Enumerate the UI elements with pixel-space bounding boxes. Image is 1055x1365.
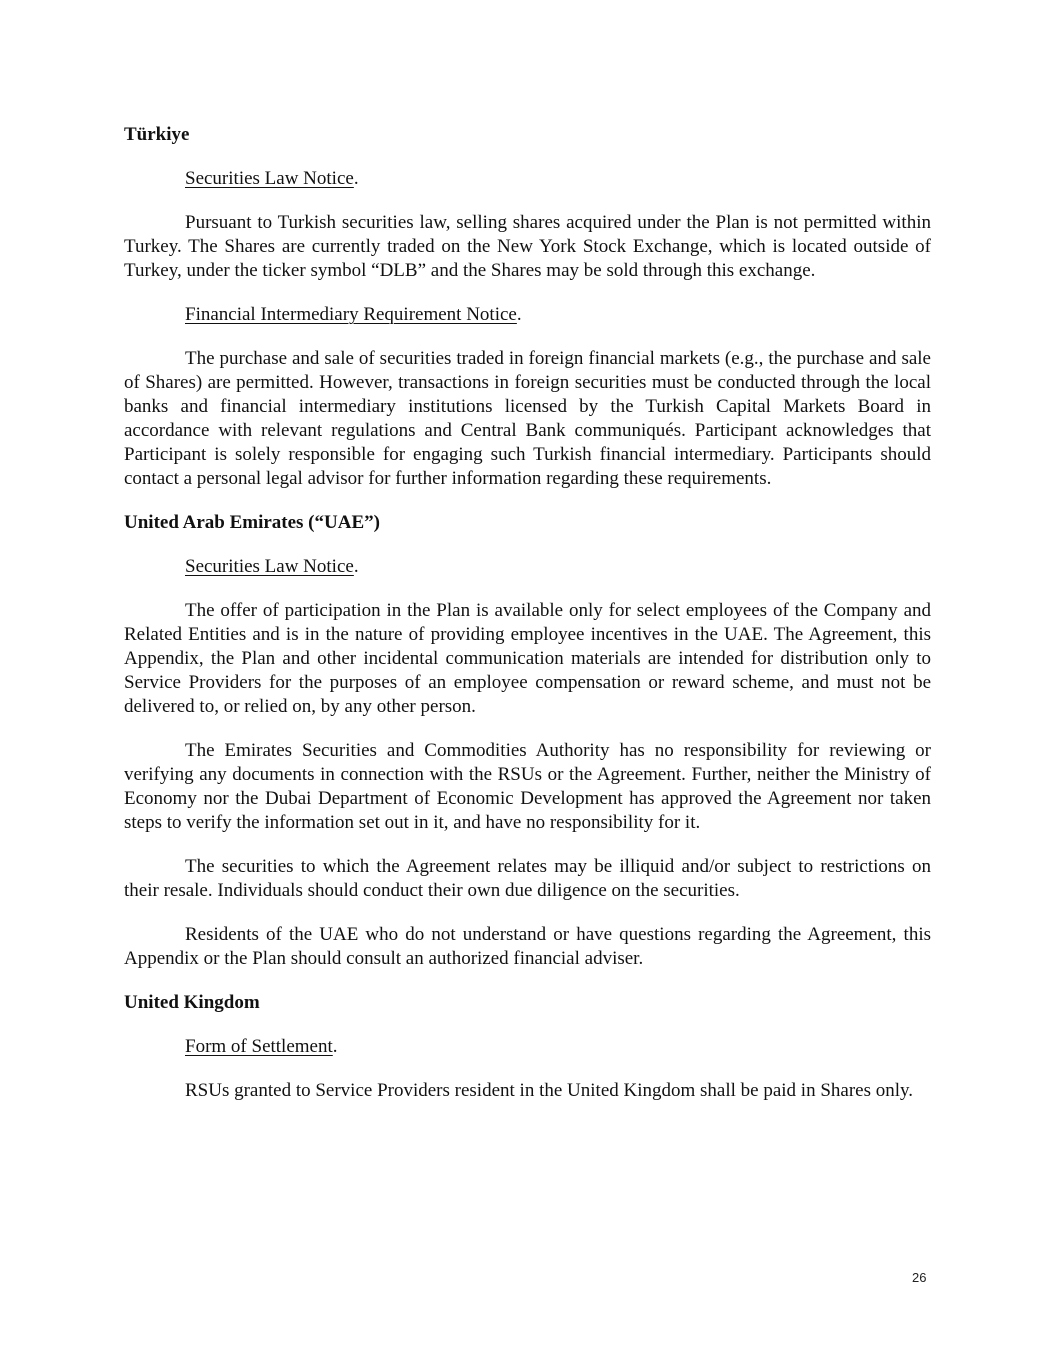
subheading-punct: . (353, 168, 359, 189)
subheading-uae-securities-law-notice (124, 555, 931, 579)
subheading-punct: . (332, 1036, 338, 1057)
subheading-financial-intermediary (124, 303, 931, 327)
subheading-form-of-settlement (124, 1035, 931, 1059)
subheading-title: Financial Intermediary Requirement Notice (185, 304, 517, 325)
page-number: 26 (912, 1270, 927, 1285)
subheading-title: Securities Law Notice (185, 556, 354, 577)
document-page (124, 123, 931, 1123)
paragraph-turkiye-securities: Pursuant to Turkish securities law, selling shares acquired under the Plan is not permitted within Turkey. The Shares are currently traded on the New York Stock Exchange, which is located outside of Turkey, under the ticker symbol “DLB” and the Shares may be sold through this exchange. (124, 212, 931, 281)
subheading-punct: . (353, 556, 359, 577)
section-heading-uk: United Kingdom (124, 992, 260, 1013)
subheading-punct: . (516, 304, 522, 325)
section-heading-turkiye: Türkiye (124, 124, 190, 145)
paragraph-uae-3: The securities to which the Agreement relates may be illiquid and/or subject to restrictions on their resale. Individuals should conduct their own due diligence on the securities. (124, 856, 931, 901)
paragraph-uae-4: Residents of the UAE who do not understand or have questions regarding the Agreement, this Appendix or the Plan should consult an authorized financial adviser. (124, 924, 931, 969)
paragraph-uk-settlement: RSUs granted to Service Providers resident in the United Kingdom shall be paid in Shares only. (185, 1080, 914, 1101)
subheading-title: Securities Law Notice (185, 168, 354, 189)
paragraph-uae-1: The offer of participation in the Plan is available only for select employees of the Company and Related Entities and is in the nature of providing employee incentives in the UAE. The Agreement, this Appendix, the Plan and other incidental communication materials are intended for distribution only to Service Providers for the purposes of an employee compensation or reward scheme, and must not be delivered to, or relied on, by any other person. (124, 600, 931, 717)
paragraph-uae-2: The Emirates Securities and Commodities Authority has no responsibility for reviewing or verifying any documents in connection with the RSUs or the Agreement. Further, neither the Ministry of Economy nor the Dubai Department of Economic Development has approved the Agreement nor taken steps to verify the information set out in it, and have no responsibility for it. (124, 740, 931, 833)
subheading-securities-law-notice (124, 167, 931, 191)
section-heading-uae: United Arab Emirates (“UAE”) (124, 512, 380, 533)
paragraph-turkiye-financial: The purchase and sale of securities traded in foreign financial markets (e.g., the purchase and sale of Shares) are permitted. However, transactions in foreign securities must be conducted through the local banks and financial intermediary institutions licensed by the Turkish Capital Markets Board in accordance with relevant regulations and Central Bank communiqués. Participant acknowledges that Participant is solely responsible for engaging such Turkish financial intermediary. Participants should contact a personal legal advisor for further information regarding these requirements. (124, 348, 931, 489)
subheading-title: Form of Settlement (185, 1036, 333, 1057)
